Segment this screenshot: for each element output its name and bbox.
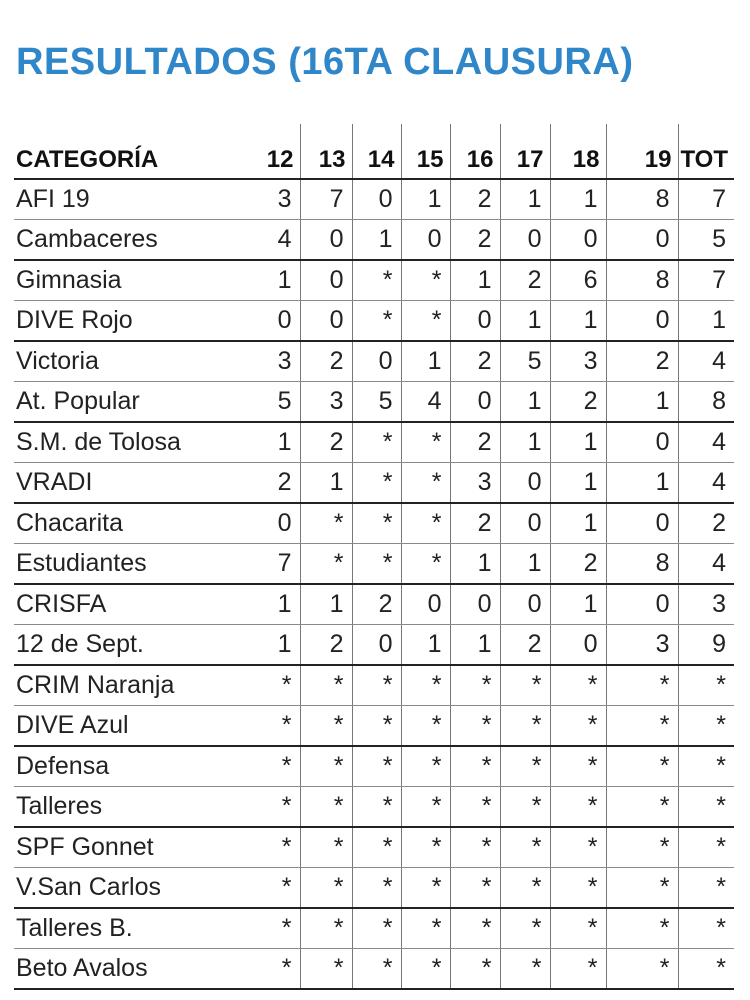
score-cell: 2 [450,179,500,220]
score-cell: * [450,908,500,949]
total-cell: * [678,949,734,990]
table-row [14,422,734,463]
score-cell: 1 [550,463,606,504]
table-row [14,179,734,220]
score-cell: * [500,908,550,949]
score-cell: 2 [500,260,550,301]
score-cell: 5 [240,382,300,423]
category-cell: Cambaceres [14,220,240,261]
score-cell: 2 [450,422,500,463]
score-cell: 8 [606,260,678,301]
total-cell: * [678,706,734,747]
score-cell: 0 [606,220,678,261]
score-cell: 8 [606,179,678,220]
column-header-13: 13 [300,124,352,179]
score-cell: * [240,665,300,706]
column-header-tot: TOT [678,124,734,179]
score-cell: 5 [352,382,401,423]
score-cell: * [500,746,550,787]
score-cell: * [550,746,606,787]
score-cell: 4 [240,220,300,261]
score-cell: 0 [300,260,352,301]
score-cell: * [550,908,606,949]
score-cell: * [606,787,678,828]
score-cell: * [401,503,450,544]
score-cell: * [401,301,450,342]
category-cell: CRISFA [14,584,240,625]
category-cell: Gimnasia [14,260,240,301]
score-cell: * [500,787,550,828]
total-cell: * [678,746,734,787]
score-cell: * [401,463,450,504]
score-cell: * [450,827,500,868]
score-cell: 2 [550,382,606,423]
category-cell: SPF Gonnet [14,827,240,868]
score-cell: 2 [550,544,606,585]
category-cell: DIVE Azul [14,706,240,747]
score-cell: * [352,544,401,585]
score-cell: 0 [500,503,550,544]
score-cell: * [401,746,450,787]
score-cell: * [550,949,606,990]
score-cell: * [401,908,450,949]
score-cell: * [352,706,401,747]
column-header-categoria: CATEGORÍA [14,124,240,179]
score-cell: * [550,706,606,747]
table-row [14,584,734,625]
score-cell: 2 [500,625,550,666]
score-cell: 5 [500,341,550,382]
score-cell: 3 [550,341,606,382]
table-row [14,625,734,666]
score-cell: * [606,706,678,747]
total-cell: 2 [678,503,734,544]
table-row [14,827,734,868]
score-cell: * [500,665,550,706]
score-cell: 1 [550,503,606,544]
score-cell: * [300,827,352,868]
results-table [14,124,734,990]
score-cell: 0 [606,301,678,342]
category-cell: AFI 19 [14,179,240,220]
score-cell: 0 [500,584,550,625]
score-cell: 1 [550,179,606,220]
score-cell: * [450,746,500,787]
score-cell: * [401,260,450,301]
column-header-19: 19 [606,124,678,179]
score-cell: 7 [240,544,300,585]
total-cell: * [678,827,734,868]
score-cell: * [240,706,300,747]
score-cell: * [500,868,550,909]
total-cell: 7 [678,260,734,301]
score-cell: * [352,787,401,828]
table-row [14,301,734,342]
category-cell: S.M. de Tolosa [14,422,240,463]
category-cell: DIVE Rojo [14,301,240,342]
total-cell: * [678,868,734,909]
score-cell: * [352,301,401,342]
score-cell: 1 [450,625,500,666]
total-cell: 7 [678,179,734,220]
score-cell: * [300,868,352,909]
score-cell: * [550,787,606,828]
score-cell: * [401,665,450,706]
score-cell: 0 [500,463,550,504]
score-cell: 1 [450,260,500,301]
table-body [14,179,734,989]
score-cell: * [352,908,401,949]
score-cell: * [500,949,550,990]
score-cell: 1 [450,544,500,585]
score-cell: * [240,908,300,949]
score-cell: 2 [450,503,500,544]
total-cell: * [678,665,734,706]
score-cell: 1 [401,179,450,220]
score-cell: 0 [606,584,678,625]
score-cell: * [606,746,678,787]
score-cell: 1 [500,382,550,423]
score-cell: 0 [352,341,401,382]
category-cell: 12 de Sept. [14,625,240,666]
score-cell: * [500,827,550,868]
score-cell: 1 [500,422,550,463]
score-cell: * [401,544,450,585]
score-cell: 0 [606,503,678,544]
table-row [14,382,734,423]
score-cell: * [550,827,606,868]
score-cell: * [240,787,300,828]
score-cell: 1 [500,301,550,342]
score-cell: * [450,706,500,747]
score-cell: 3 [450,463,500,504]
score-cell: * [352,949,401,990]
score-cell: * [240,827,300,868]
score-cell: * [450,787,500,828]
score-cell: 1 [401,625,450,666]
score-cell: * [606,949,678,990]
score-cell: * [606,868,678,909]
score-cell: 3 [240,341,300,382]
table-row [14,463,734,504]
score-cell: 0 [240,301,300,342]
score-cell: 1 [240,625,300,666]
category-cell: Beto Avalos [14,949,240,990]
score-cell: * [401,706,450,747]
column-header-18: 18 [550,124,606,179]
category-cell: CRIM Naranja [14,665,240,706]
score-cell: 2 [450,341,500,382]
score-cell: 0 [550,625,606,666]
score-cell: 0 [352,625,401,666]
category-cell: Estudiantes [14,544,240,585]
score-cell: 1 [240,422,300,463]
score-cell: 0 [500,220,550,261]
table-row [14,908,734,949]
score-cell: 1 [240,260,300,301]
score-cell: 1 [606,463,678,504]
score-cell: * [300,544,352,585]
score-cell: * [300,706,352,747]
score-cell: 1 [401,341,450,382]
score-cell: 1 [240,584,300,625]
score-cell: * [300,503,352,544]
score-cell: 1 [550,301,606,342]
category-cell: Chacarita [14,503,240,544]
total-cell: 3 [678,584,734,625]
score-cell: 2 [352,584,401,625]
score-cell: 0 [450,382,500,423]
table-row [14,544,734,585]
score-cell: 4 [401,382,450,423]
table-row [14,220,734,261]
score-cell: * [300,746,352,787]
score-cell: * [352,503,401,544]
score-cell: * [352,827,401,868]
total-cell: 4 [678,341,734,382]
score-cell: * [300,665,352,706]
total-cell: 5 [678,220,734,261]
table-row [14,746,734,787]
score-cell: 3 [240,179,300,220]
table-row [14,868,734,909]
category-cell: VRADI [14,463,240,504]
table-row [14,503,734,544]
score-cell: 0 [240,503,300,544]
score-cell: * [240,949,300,990]
score-cell: 0 [450,301,500,342]
score-cell: * [401,868,450,909]
score-cell: 2 [450,220,500,261]
table-row [14,706,734,747]
score-cell: 0 [550,220,606,261]
category-cell: Defensa [14,746,240,787]
score-cell: * [352,260,401,301]
score-cell: * [352,422,401,463]
score-cell: 2 [300,341,352,382]
score-cell: * [500,706,550,747]
total-cell: 4 [678,544,734,585]
total-cell: 4 [678,463,734,504]
score-cell: * [450,868,500,909]
score-cell: 0 [606,422,678,463]
score-cell: 3 [606,625,678,666]
category-cell: Victoria [14,341,240,382]
score-cell: * [606,908,678,949]
table-row [14,949,734,990]
column-header-17: 17 [500,124,550,179]
page-title: RESULTADOS (16TA CLAUSURA) [16,41,634,83]
column-header-16: 16 [450,124,500,179]
score-cell: * [401,827,450,868]
score-cell: 1 [352,220,401,261]
score-cell: * [606,665,678,706]
score-cell: * [401,422,450,463]
score-cell: * [606,827,678,868]
total-cell: * [678,787,734,828]
total-cell: 9 [678,625,734,666]
score-cell: 1 [500,179,550,220]
category-cell: V.San Carlos [14,868,240,909]
score-cell: 0 [401,220,450,261]
column-header-12: 12 [240,124,300,179]
score-cell: 1 [550,422,606,463]
column-header-15: 15 [401,124,450,179]
score-cell: * [240,746,300,787]
score-cell: 8 [606,544,678,585]
score-cell: 1 [550,584,606,625]
score-cell: 0 [401,584,450,625]
total-cell: 4 [678,422,734,463]
total-cell: * [678,908,734,949]
column-header-14: 14 [352,124,401,179]
total-cell: 8 [678,382,734,423]
score-cell: 1 [300,584,352,625]
score-cell: 3 [300,382,352,423]
score-cell: * [352,665,401,706]
score-cell: * [352,463,401,504]
table-row [14,341,734,382]
score-cell: 2 [300,422,352,463]
score-cell: * [300,908,352,949]
score-cell: 1 [300,463,352,504]
score-cell: 0 [352,179,401,220]
category-cell: At. Popular [14,382,240,423]
score-cell: * [550,868,606,909]
score-cell: 7 [300,179,352,220]
score-cell: * [300,787,352,828]
score-cell: 6 [550,260,606,301]
total-cell: 1 [678,301,734,342]
table-row [14,787,734,828]
score-cell: * [550,665,606,706]
table-row [14,665,734,706]
score-cell: * [450,665,500,706]
category-cell: Talleres [14,787,240,828]
score-cell: 0 [300,301,352,342]
score-cell: 1 [606,382,678,423]
score-cell: 2 [240,463,300,504]
score-cell: * [300,949,352,990]
score-cell: 1 [500,544,550,585]
score-cell: * [450,949,500,990]
score-cell: 0 [300,220,352,261]
score-cell: * [352,746,401,787]
header-row [14,124,734,179]
score-cell: * [401,787,450,828]
score-cell: 2 [300,625,352,666]
table-row [14,260,734,301]
score-cell: 0 [450,584,500,625]
score-cell: * [401,949,450,990]
score-cell: * [352,868,401,909]
score-cell: 2 [606,341,678,382]
score-cell: * [240,868,300,909]
category-cell: Talleres B. [14,908,240,949]
